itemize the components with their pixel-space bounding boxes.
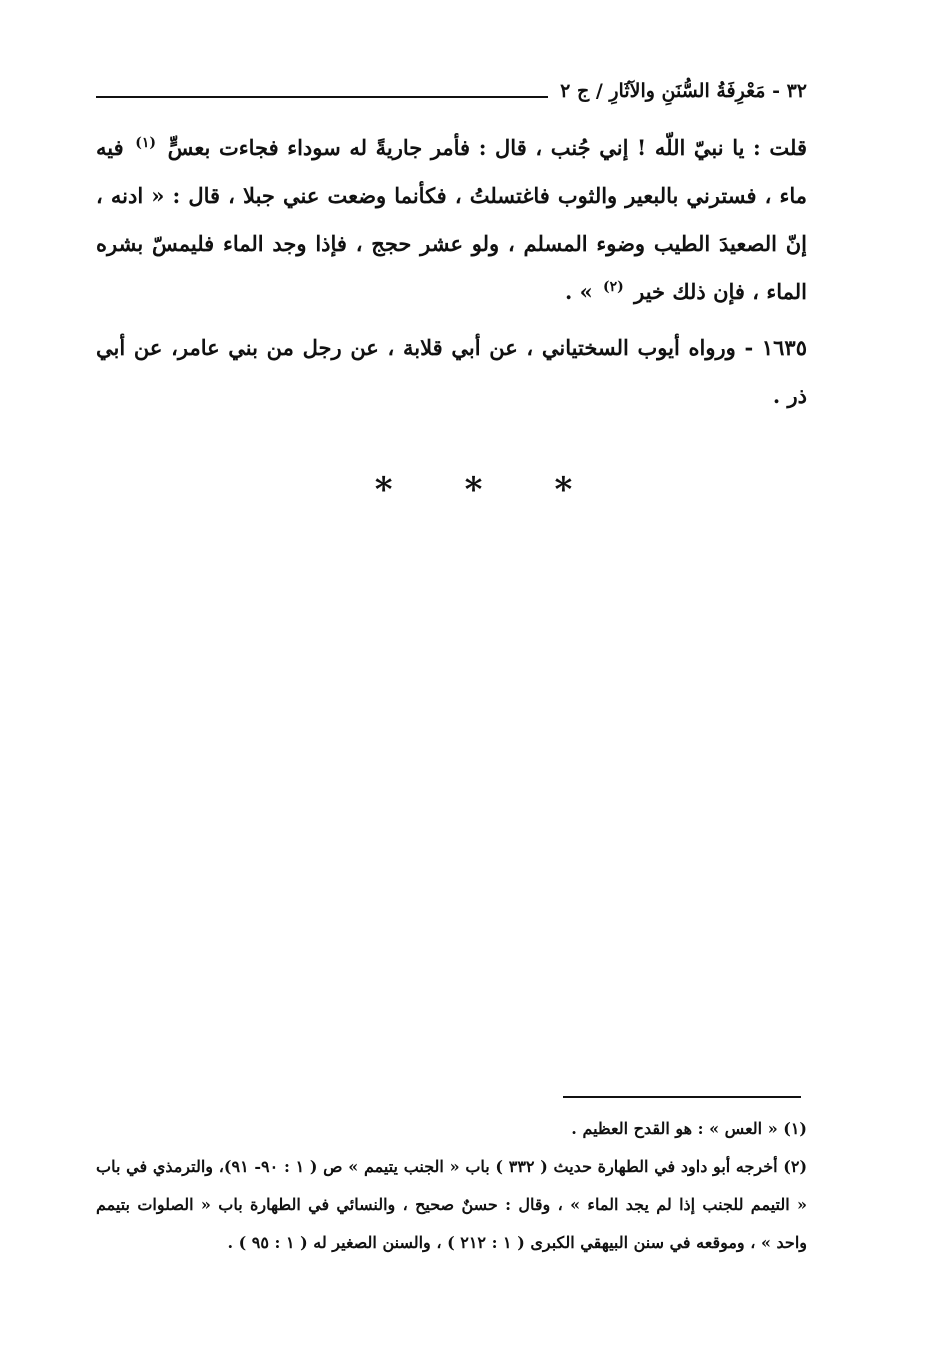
paragraph-1635: ١٦٣٥ - ورواه أيوب السختياني ، عن أبي قلابة ، عن رجل من بني عامر، عن أبي ذر .	[96, 335, 807, 408]
running-header	[96, 76, 807, 106]
separator-asterisk: *	[374, 470, 393, 510]
footnote-ref-1: (١)	[135, 135, 157, 151]
main-text	[96, 124, 807, 420]
footnote-rule	[563, 1096, 801, 1098]
footnotes	[96, 1110, 807, 1262]
separator-asterisk: *	[554, 470, 573, 510]
paragraph-hadith-text	[96, 124, 807, 316]
paragraph-1-part-2: فيه ماء ، فسترني بالبعير والثوب فاغتسلتُ ، فكأنما وضعت عني جبلا ، قال : « ادنه ، إنّ الصعيدَ الطيب وضوء المسلم ، ولو عشر حجج ، فإذا وجد الماء فليمسّ بشره الماء ، فإن ذلك خير	[96, 135, 807, 304]
paragraph-1-part-1: قلت : يا نبيّ اللّه ! إني جُنب ، قال : فأمر جاريةً له سوداء فجاءت بعسٍّ	[167, 135, 807, 160]
footnote-2: (٢) أخرجه أبو داود في الطهارة حديث ( ٣٣٢ ) باب « الجنب يتيمم » ص ( ١ : ٩٠- ٩١)، والترمذي في باب « التيمم للجنب إذا لم يجد الماء » ، وقال : حسنٌ صحيح ، والنسائي في الطهارة باب « الصلوات بتيمم واحد » ، وموقعه في سنن البيهقي الكبرى ( ١ : ٢١٢ ) ، والسنن الصغير له ( ١ : ٩٥ ) .	[96, 1157, 808, 1252]
header-title: ٣٢ - مَعْرِفَةُ السُّنَنِ والآثَارِ / ج ٢	[560, 80, 807, 102]
footnote-ref-2: (٢)	[603, 279, 624, 295]
paragraph-1-end: » .	[564, 279, 593, 304]
header-rule	[96, 96, 548, 98]
separator-asterisk: *	[464, 470, 483, 510]
section-separator	[0, 470, 947, 510]
footnote-1: (١) « العس » : هو القدح العظيم .	[571, 1119, 807, 1138]
